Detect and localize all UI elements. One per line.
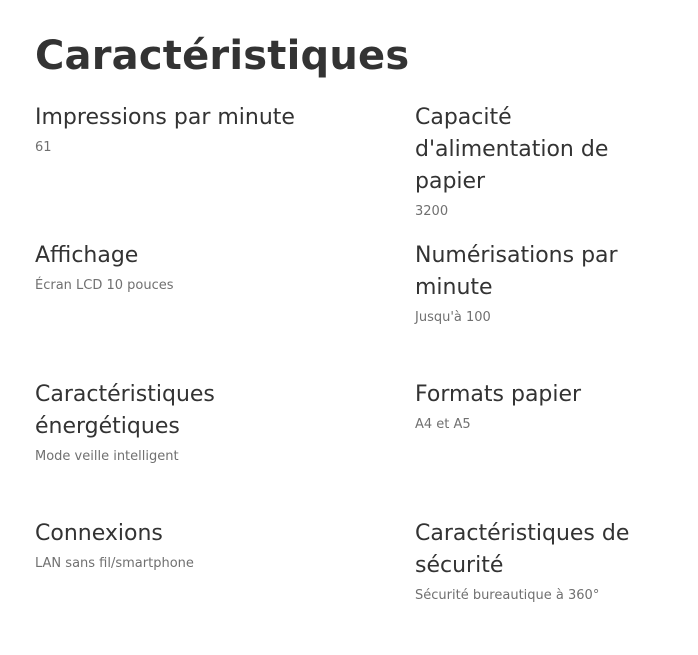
spec-item-display <box>35 240 295 295</box>
spec-item-scans-per-minute <box>415 240 655 327</box>
spec-item-energy-features <box>35 379 295 466</box>
spec-title: Impressions par minute <box>35 105 295 130</box>
spec-title: Capacité d'alimentation de papier <box>415 105 609 194</box>
spec-item-prints-per-minute <box>35 102 295 157</box>
spec-value: LAN sans fil/smartphone <box>35 556 194 571</box>
page-title: Caractéristiques <box>35 33 410 79</box>
spec-value: 61 <box>35 140 52 155</box>
spec-value: Jusqu'à 100 <box>415 310 491 325</box>
spec-value: Sécurité bureautique à 360° <box>415 588 600 603</box>
spec-title: Caractéristiques de sécurité <box>415 521 630 578</box>
spec-item-security-features <box>415 518 655 605</box>
spec-item-connections <box>35 518 295 573</box>
spec-title: Affichage <box>35 243 139 268</box>
spec-value: Mode veille intelligent <box>35 449 179 464</box>
spec-item-paper-formats <box>415 379 655 434</box>
spec-value: A4 et A5 <box>415 417 471 432</box>
spec-title: Caractéristiques énergétiques <box>35 382 215 439</box>
spec-item-paper-capacity <box>415 102 655 221</box>
spec-title: Numérisations par minute <box>415 243 618 300</box>
spec-value: Écran LCD 10 pouces <box>35 278 174 293</box>
spec-title: Connexions <box>35 521 163 546</box>
spec-title: Formats papier <box>415 382 582 407</box>
spec-value: 3200 <box>415 204 449 219</box>
